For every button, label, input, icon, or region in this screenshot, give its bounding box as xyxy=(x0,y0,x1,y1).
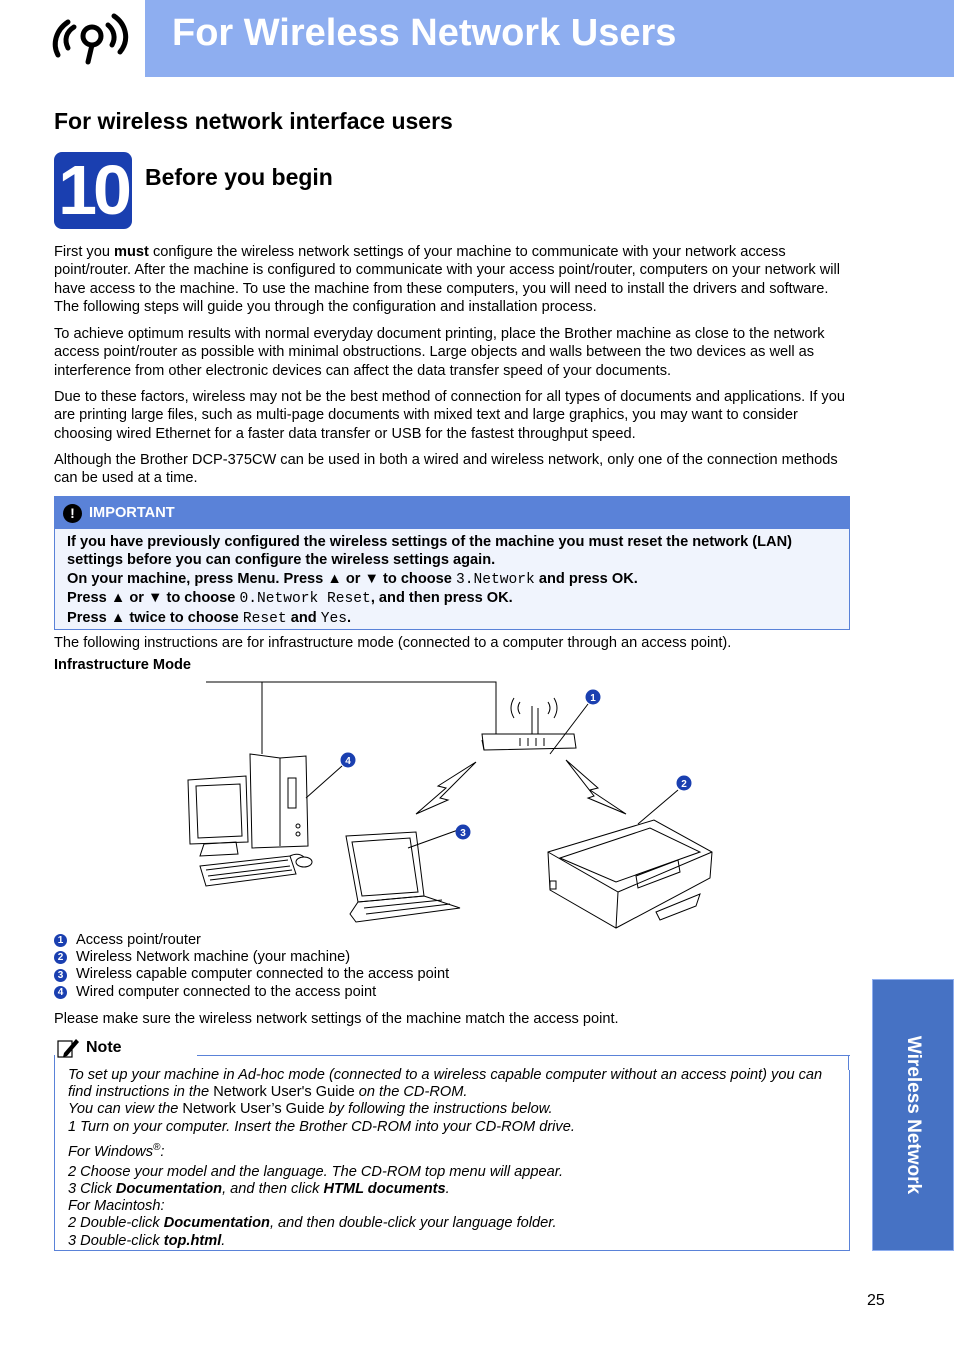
svg-text:3: 3 xyxy=(460,828,466,839)
legend-item: 3 Wireless capable computer connected to the access point xyxy=(54,966,449,983)
step-title: Before you begin xyxy=(145,164,333,190)
section-title: For wireless network interface users xyxy=(54,108,453,134)
infrastructure-diagram xyxy=(180,676,740,936)
legend-item: 1 Access point/router xyxy=(54,932,449,949)
settings-match-paragraph: Please make sure the wireless network settings of the machine match the access point. xyxy=(54,1011,619,1027)
printer-icon xyxy=(548,820,712,928)
step-number-badge: 10 xyxy=(54,152,132,229)
note-header: Note xyxy=(56,1037,122,1059)
exclamation-icon: ! xyxy=(63,504,82,523)
side-tab-wireless-network: Wireless Network xyxy=(872,979,954,1251)
important-box xyxy=(54,496,850,630)
laptop-icon xyxy=(346,832,424,902)
callout-3 xyxy=(456,825,471,840)
wireless-network-icon xyxy=(50,10,138,68)
legend-item: 2 Wireless Network machine (your machine) xyxy=(54,949,449,966)
diagram-legend xyxy=(54,932,449,1001)
page-number: 25 xyxy=(867,1292,885,1309)
factors-paragraph: Due to these factors, wireless may not be the best method of connection for all types of documents and applications. If you are printing large files, such as multi-page documents with mixed text and large graphics, you may want to consider choosing wired Ethernet for a faster data transfer or USB for the fastest throughput speed. xyxy=(54,389,845,442)
callout-1 xyxy=(586,690,601,705)
infrastructure-paragraph: The following instructions are for infrastructure mode (connected to a computer through an access point). xyxy=(54,635,732,651)
note-text: To set up your machine in Ad-hoc mode (connected to a wireless capable computer without an access point) you can find instructions in the Network User's Guide on the CD-ROM. You can view the Network User’s Guide by following the instructions below. 1 Turn on your computer. Insert the Brother CD-ROM into your CD-ROM drive. For Windows®: 2 Choose your model and the language. The CD-ROM top menu will appear. 3 Click Documentation, and then click HTML documents. For Macintosh: 2 Double-click Documentation, and then double-click your language folder. 3 Double-click top.html. xyxy=(68,1067,823,1249)
callout-2 xyxy=(677,776,692,791)
legend-item: 4 Wired computer connected to the access point xyxy=(54,984,449,1001)
svg-text:4: 4 xyxy=(345,756,351,767)
callout-4 xyxy=(341,753,356,768)
diagram-label: Infrastructure Mode xyxy=(54,657,192,673)
note-pencil-icon xyxy=(56,1037,80,1059)
desktop-computer-icon xyxy=(250,754,308,848)
placement-paragraph: To achieve optimum results with normal everyday document printing, place the Brother machine as close to the network access point/router as possible with minimal obstructions. Large objects and walls between the two devices as well as interference from other electronic devices can affect the data transfer speed of your documents. xyxy=(54,326,825,379)
access-point-icon xyxy=(482,734,576,750)
svg-text:1: 1 xyxy=(590,693,596,704)
important-body: If you have previously configured the wireless settings of the machine you must reset the network (LAN) settings before you can configure the wireless settings again. On your machine, press Menu. Press ▲ or ▼ to choose 3.Network and press OK. Press ▲ or ▼ to choose 0.Network Reset, and then press OK. Press ▲ twice to choose Reset and Yes. xyxy=(67,534,792,627)
svg-text:2: 2 xyxy=(681,779,687,790)
connection-paragraph: Although the Brother DCP-375CW can be used in both a wired and wireless network, only one of the connection methods can be used at a time. xyxy=(54,452,838,487)
important-header: ! IMPORTANT xyxy=(55,497,849,529)
intro-paragraph: First you must configure the wireless network settings of your machine to communicate with your network access point/router. After the machine is configured to communicate with your access point/router, computers on your network will have access to the machine. To use the machine from these computers, you will need to install the drivers and software. The following steps will guide you through the configuration and installation process. xyxy=(54,244,841,316)
page-title: For Wireless Network Users xyxy=(172,12,677,54)
